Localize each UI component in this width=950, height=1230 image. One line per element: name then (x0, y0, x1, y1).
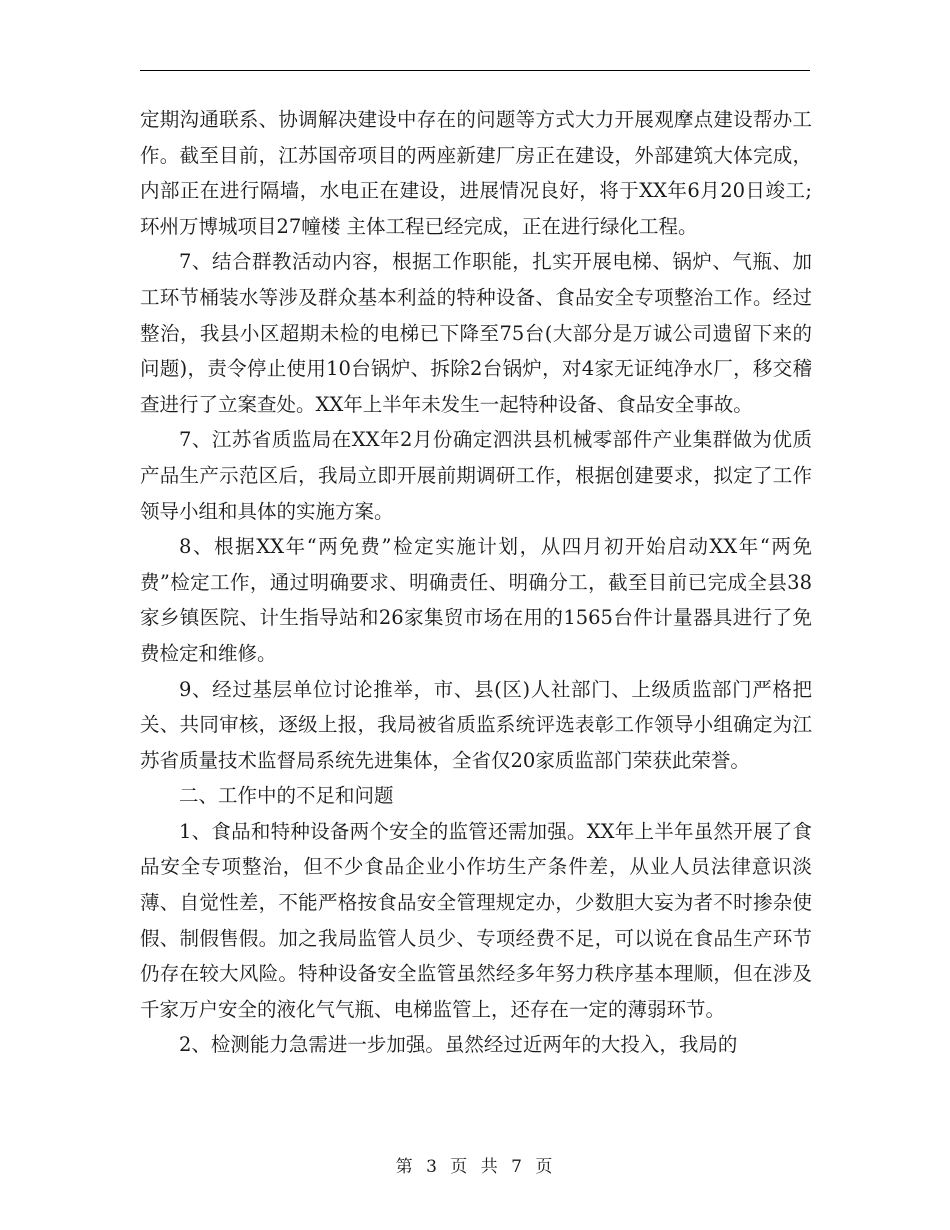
paragraph-item-7-special-equipment: 7、结合群教活动内容，根据工作职能，扎实开展电梯、锅炉、气瓶、加工环节桶装水等涉及群众基本利益的特种设备、食品安全专项整治工作。经过整治，我县小区超期未检的电梯已下降至75台(大部分是万诚公司遗留下来的问题)，责令停止使用10台锅炉、拆除2台锅炉，对4家无证纯净水厂，移交稽查进行了立案查处。XX年上半年未发生一起特种设备、食品安全事故。 (140, 250, 812, 416)
paragraph-item-7-demo-zone: 7、江苏省质监局在XX年2月份确定泗洪县机械零部件产业集群做为优质产品生产示范区后，我局立即开展前期调研工作，根据创建要求，拟定了工作领导小组和具体的实施方案。 (140, 428, 812, 523)
section-heading-shortcomings: 二、工作中的不足和问题 (179, 784, 394, 808)
paragraph-item-8-free-verification: 8、根据XX年“两免费”检定实施计划，从四月初开始启动XX年“两免费”检定工作，通过明确要求、明确责任、明确分工，截至目前已完成全县38家乡镇医院、计生指导站和26家集贸市场在用的1565台件计量器具进行了免费检定和维修。 (140, 535, 812, 665)
header-rule (140, 70, 810, 71)
paragraph-item-9-advanced-collective: 9、经过基层单位讨论推举，市、县(区)人社部门、上级质监部门严格把关、共同审核，逐级上报，我局被省质监系统评选表彰工作领导小组确定为江苏省质量技术监督局系统先进集体，全省仅20家质监部门荣获此荣誉。 (140, 677, 812, 772)
page-number-footer: 第 3 页 共 7 页 (395, 1157, 555, 1177)
paragraph-problem-2: 2、检测能力急需进一步加强。虽然经过近两年的大投入，我局的 (179, 1033, 738, 1057)
paragraph-problem-1: 1、食品和特种设备两个安全的监管还需加强。XX年上半年虽然开展了食品安全专项整治，但不少食品企业小作坊生产条件差，从业人员法律意识淡薄、自觉性差，不能严格按食品安全管理规定办，少数胆大妄为者不时掺杂使假、制假售假。加之我局监管人员少、专项经费不足，可以说在食品生产环节仍存在较大风险。特种设备安全监管虽然经多年努力秩序基本理顺，但在涉及千家万户安全的液化气气瓶、电梯监管上，还存在一定的薄弱环节。 (140, 819, 812, 1021)
paragraph-continuation: 定期沟通联系、协调解决建设中存在的问题等方式大力开展观摩点建设帮办工作。截至目前，江苏国帝项目的两座新建厂房正在建设，外部建筑大体完成，内部正在进行隔墙，水电正在建设，进展情况良好，将于XX年6月20日竣工;环州万博城项目27幢楼 主体工程已经完成，正在进行绿化工程。 (140, 108, 812, 238)
body-text (140, 102, 812, 1063)
